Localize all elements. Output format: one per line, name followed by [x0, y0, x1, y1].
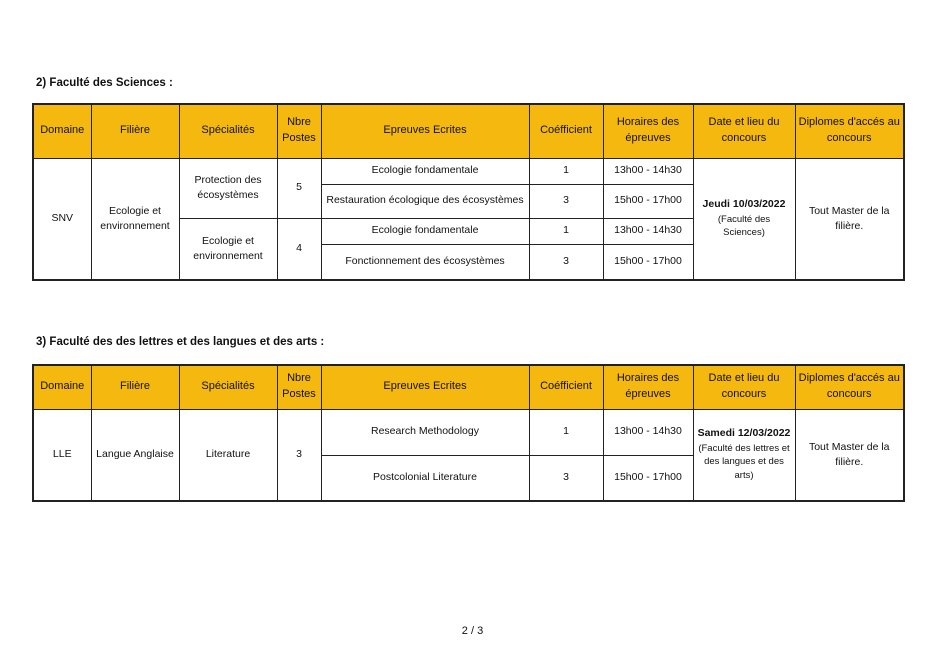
cell-epreuve: Ecologie fondamentale [321, 158, 529, 184]
cell-filiere: Ecologie et environnement [91, 158, 179, 280]
header-epreuves: Epreuves Ecrites [321, 104, 529, 158]
header-diplomes: Diplomes d'accés au concours [795, 365, 904, 409]
header-filiere: Filière [91, 365, 179, 409]
cell-specialite-2: Ecologie et environnement [179, 218, 277, 280]
cell-coef: 1 [529, 158, 603, 184]
cell-coef: 1 [529, 409, 603, 455]
cell-postes-1: 5 [277, 158, 321, 218]
cell-epreuve: Ecologie fondamentale [321, 218, 529, 244]
header-filiere: Filière [91, 104, 179, 158]
cell-horaire: 15h00 - 17h00 [603, 455, 693, 501]
cell-diplome: Tout Master de la filière. [795, 158, 904, 280]
header-domaine: Domaine [33, 104, 91, 158]
header-date-lieu: Date et lieu du concours [693, 365, 795, 409]
cell-postes: 3 [277, 409, 321, 501]
cell-coef: 1 [529, 218, 603, 244]
cell-postes-2: 4 [277, 218, 321, 280]
header-nbre-postes: Nbre Postes [277, 365, 321, 409]
header-nbre-postes: Nbre Postes [277, 104, 321, 158]
cell-coef: 3 [529, 455, 603, 501]
section-title-lettres: 3) Faculté des des lettres et des langues et des arts : [36, 336, 325, 348]
cell-specialite: Literature [179, 409, 277, 501]
cell-date-lieu [693, 158, 795, 280]
header-specialites: Spécialités [179, 365, 277, 409]
table-sciences [32, 103, 905, 281]
cell-domaine: SNV [33, 158, 91, 280]
concours-lieu: (Faculté des lettres et des langues et des arts) [698, 442, 790, 482]
table-row [33, 409, 904, 455]
cell-horaire: 13h00 - 14h30 [603, 158, 693, 184]
cell-diplome: Tout Master de la filière. [795, 409, 904, 501]
section-title-sciences: 2) Faculté des Sciences : [36, 77, 173, 89]
header-diplomes: Diplomes d'accés au concours [795, 104, 904, 158]
concours-date: Jeudi 10/03/2022 [702, 198, 786, 211]
header-domaine: Domaine [33, 365, 91, 409]
cell-coef: 3 [529, 184, 603, 218]
concours-date: Samedi 12/03/2022 [697, 427, 791, 440]
header-horaires: Horaires des épreuves [603, 365, 693, 409]
cell-horaire: 15h00 - 17h00 [603, 244, 693, 280]
cell-date-lieu [693, 409, 795, 501]
table-row [33, 158, 904, 184]
cell-epreuve: Research Methodology [321, 409, 529, 455]
cell-horaire: 13h00 - 14h30 [603, 409, 693, 455]
cell-epreuve: Postcolonial Literature [321, 455, 529, 501]
cell-coef: 3 [529, 244, 603, 280]
header-horaires: Horaires des épreuves [603, 104, 693, 158]
cell-horaire: 15h00 - 17h00 [603, 184, 693, 218]
cell-specialite-1: Protection des écosystèmes [179, 158, 277, 218]
cell-domaine: LLE [33, 409, 91, 501]
header-epreuves: Epreuves Ecrites [321, 365, 529, 409]
header-date-lieu: Date et lieu du concours [693, 104, 795, 158]
header-specialites: Spécialités [179, 104, 277, 158]
page-number: 2 / 3 [461, 625, 484, 637]
header-coefficient: Coéfficient [529, 104, 603, 158]
concours-lieu: (Faculté des Sciences) [717, 213, 771, 239]
cell-epreuve: Fonctionnement des écosystèmes [321, 244, 529, 280]
table-lettres [32, 364, 905, 502]
cell-epreuve: Restauration écologique des écosystèmes [321, 184, 529, 218]
header-coefficient: Coéfficient [529, 365, 603, 409]
cell-filiere: Langue Anglaise [91, 409, 179, 501]
cell-horaire: 13h00 - 14h30 [603, 218, 693, 244]
